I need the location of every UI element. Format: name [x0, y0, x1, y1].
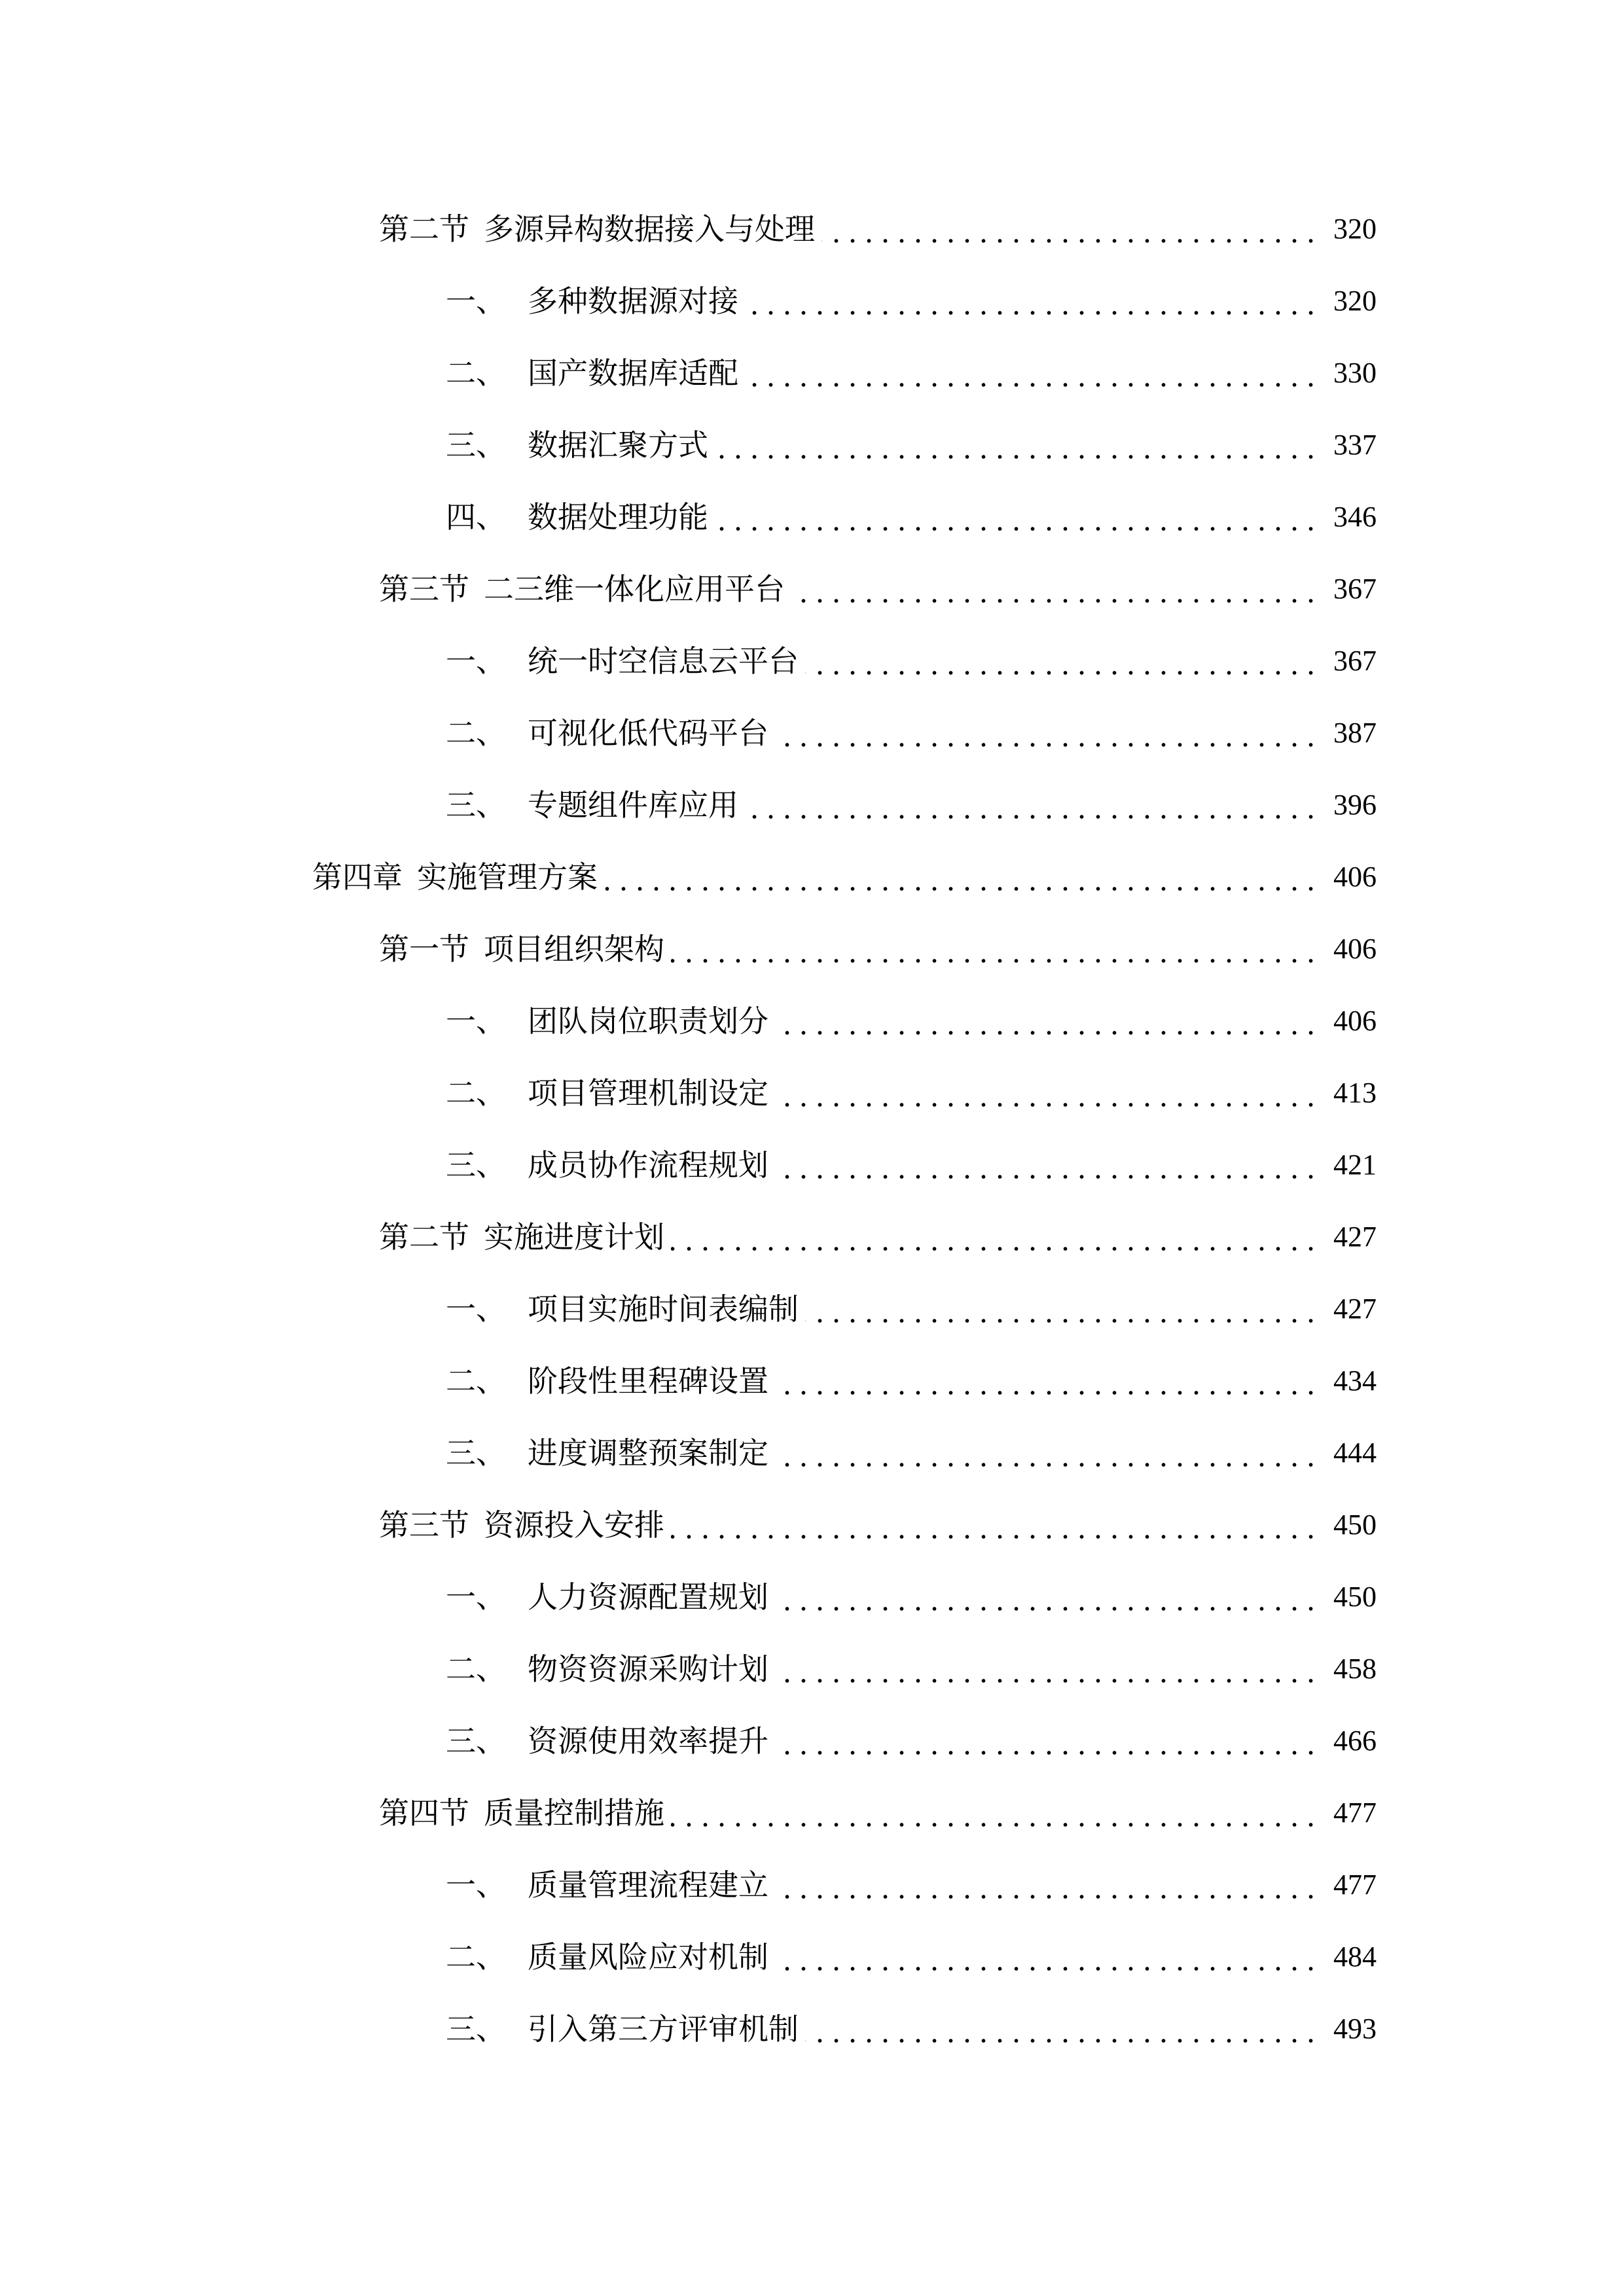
toc-entry-subsection[interactable] — [0, 985, 1624, 1057]
dot-leader — [745, 337, 1319, 409]
toc-entry-title: 可视化低代码平台 — [528, 715, 768, 751]
toc-entry-title: 项目组织架构 — [484, 931, 664, 967]
toc-entry-title: 引入第三方评审机制 — [528, 2011, 799, 2047]
toc-entry-number: 三、 — [446, 787, 506, 823]
toc-entry-number: 二、 — [446, 1939, 506, 1975]
toc-entry-title: 物资资源采购计划 — [528, 1651, 768, 1687]
dot-leader — [805, 625, 1319, 697]
toc-entry-subsection[interactable] — [0, 1561, 1624, 1633]
dot-leader — [715, 409, 1319, 481]
toc-entry-number: 三、 — [446, 1147, 506, 1183]
toc-entry-title: 质量风险应对机制 — [528, 1939, 768, 1975]
toc-entry-number: 四、 — [446, 499, 506, 535]
toc-entry-title: 阶段性里程碑设置 — [528, 1363, 768, 1399]
toc-entry-title: 资源投入安排 — [484, 1507, 664, 1543]
toc-entry-subsection[interactable] — [0, 1345, 1624, 1417]
toc-entry-page: 396 — [1333, 789, 1377, 821]
toc-entry-page: 337 — [1333, 429, 1377, 461]
toc-entry-page: 413 — [1333, 1077, 1377, 1109]
toc-entry-title: 数据汇聚方式 — [528, 427, 708, 463]
toc-entry-subsection[interactable] — [0, 1849, 1624, 1921]
dot-leader — [775, 1705, 1319, 1777]
toc-entry-title: 质量管理流程建立 — [528, 1867, 768, 1903]
toc-entry-number: 二、 — [446, 1075, 506, 1111]
dot-leader — [775, 1057, 1319, 1129]
toc-entry-page: 484 — [1333, 1941, 1377, 1973]
toc-entry-title: 项目管理机制设定 — [528, 1075, 768, 1111]
toc-entry-number: 第三节 — [379, 1507, 469, 1543]
toc-entry-number: 一、 — [446, 1579, 506, 1615]
toc-entry-page: 421 — [1333, 1149, 1377, 1181]
toc-entry-page: 458 — [1333, 1653, 1377, 1685]
toc-entry-number: 第三节 — [379, 571, 469, 607]
toc-entry-page: 427 — [1333, 1221, 1377, 1253]
toc-entry-title: 质量控制措施 — [484, 1795, 664, 1831]
toc-entry-number: 第四节 — [379, 1795, 469, 1831]
toc-entry-subsection[interactable] — [0, 1273, 1624, 1345]
toc-entry-page: 387 — [1333, 717, 1377, 749]
toc-entry-title: 多源异构数据接入与处理 — [484, 211, 815, 247]
toc-entry-number: 第二节 — [379, 1219, 469, 1255]
toc-entry-section[interactable] — [0, 913, 1624, 985]
toc-entry-page: 427 — [1333, 1293, 1377, 1325]
toc-entry-subsection[interactable] — [0, 337, 1624, 409]
toc-entry-page: 477 — [1333, 1797, 1377, 1829]
toc-entry-number: 一、 — [446, 1867, 506, 1903]
toc-entry-number: 二、 — [446, 1651, 506, 1687]
toc-entry-number: 一、 — [446, 1003, 506, 1039]
dot-leader — [775, 1921, 1319, 1993]
toc-entry-section[interactable] — [0, 1201, 1624, 1273]
dot-leader — [671, 1777, 1319, 1849]
toc-entry-page: 346 — [1333, 501, 1377, 533]
dot-leader — [775, 1345, 1319, 1417]
toc-entry-title: 成员协作流程规划 — [528, 1147, 768, 1183]
toc-entry-subsection[interactable] — [0, 1921, 1624, 1993]
toc-entry-chapter[interactable] — [0, 841, 1624, 913]
toc-entry-number: 三、 — [446, 1435, 506, 1471]
dot-leader — [805, 1993, 1319, 2065]
dot-leader — [775, 697, 1319, 769]
toc-entry-title: 实施进度计划 — [484, 1219, 664, 1255]
toc-entry-number: 三、 — [446, 1723, 506, 1759]
toc-entry-page: 406 — [1333, 861, 1377, 893]
toc-entry-subsection[interactable] — [0, 697, 1624, 769]
dot-leader — [775, 1633, 1319, 1705]
toc-entry-page: 320 — [1333, 213, 1377, 245]
dot-leader — [604, 841, 1319, 913]
toc-entry-subsection[interactable] — [0, 481, 1624, 553]
toc-entry-number: 第一节 — [379, 931, 469, 967]
toc-entry-number: 二、 — [446, 355, 506, 391]
toc-entry-page: 493 — [1333, 2013, 1377, 2045]
dot-leader — [821, 193, 1319, 265]
toc-entry-subsection[interactable] — [0, 1129, 1624, 1201]
dot-leader — [775, 985, 1319, 1057]
toc-entry-subsection[interactable] — [0, 1993, 1624, 2065]
toc-entry-subsection[interactable] — [0, 769, 1624, 841]
toc-entry-subsection[interactable] — [0, 1633, 1624, 1705]
dot-leader — [791, 553, 1319, 625]
toc-entry-number: 一、 — [446, 643, 506, 679]
toc-entry-title: 数据处理功能 — [528, 499, 708, 535]
toc-entry-subsection[interactable] — [0, 1417, 1624, 1489]
dot-leader — [671, 1201, 1319, 1273]
dot-leader — [805, 1273, 1319, 1345]
dot-leader — [775, 1129, 1319, 1201]
dot-leader — [775, 1561, 1319, 1633]
toc-entry-page: 330 — [1333, 357, 1377, 389]
toc-entry-title: 专题组件库应用 — [528, 787, 738, 823]
toc-entry-page: 406 — [1333, 933, 1377, 965]
toc-entry-page: 367 — [1333, 645, 1377, 677]
dot-leader — [775, 1417, 1319, 1489]
toc-entry-subsection[interactable] — [0, 1057, 1624, 1129]
toc-entry-page: 450 — [1333, 1581, 1377, 1613]
toc-entry-number: 二、 — [446, 715, 506, 751]
toc-entry-number: 二、 — [446, 1363, 506, 1399]
toc-entry-title: 二三维一体化应用平台 — [484, 571, 785, 607]
table-of-contents — [0, 193, 1624, 2065]
dot-leader — [671, 913, 1319, 985]
toc-entry-number: 一、 — [446, 1291, 506, 1327]
toc-entry-subsection[interactable] — [0, 265, 1624, 337]
toc-entry-number: 第四章 — [312, 859, 403, 895]
toc-entry-section[interactable] — [0, 1777, 1624, 1849]
toc-entry-page: 477 — [1333, 1869, 1377, 1901]
toc-entry-number: 三、 — [446, 2011, 506, 2047]
toc-entry-number: 三、 — [446, 427, 506, 463]
toc-entry-subsection[interactable] — [0, 625, 1624, 697]
toc-entry-page: 320 — [1333, 285, 1377, 317]
toc-entry-number: 一、 — [446, 283, 506, 319]
dot-leader — [671, 1489, 1319, 1561]
dot-leader — [745, 769, 1319, 841]
toc-entry-page: 367 — [1333, 573, 1377, 605]
toc-entry-page: 434 — [1333, 1365, 1377, 1397]
toc-entry-subsection[interactable] — [0, 1705, 1624, 1777]
toc-entry-title: 人力资源配置规划 — [528, 1579, 768, 1615]
toc-entry-number: 第二节 — [379, 211, 469, 247]
toc-entry-title: 项目实施时间表编制 — [528, 1291, 799, 1327]
dot-leader — [775, 1849, 1319, 1921]
toc-entry-page: 450 — [1333, 1509, 1377, 1541]
toc-entry-title: 资源使用效率提升 — [528, 1723, 768, 1759]
toc-entry-title: 国产数据库适配 — [528, 355, 738, 391]
toc-entry-title: 团队岗位职责划分 — [528, 1003, 768, 1039]
toc-entry-section[interactable] — [0, 553, 1624, 625]
toc-entry-title: 进度调整预案制定 — [528, 1435, 768, 1471]
dot-leader — [715, 481, 1319, 553]
toc-entry-page: 406 — [1333, 1005, 1377, 1037]
toc-entry-page: 444 — [1333, 1437, 1377, 1469]
toc-entry-subsection[interactable] — [0, 409, 1624, 481]
dot-leader — [745, 265, 1319, 337]
toc-entry-section[interactable] — [0, 1489, 1624, 1561]
toc-entry-page: 466 — [1333, 1725, 1377, 1757]
toc-entry-title: 多种数据源对接 — [528, 283, 738, 319]
toc-entry-title: 统一时空信息云平台 — [528, 643, 799, 679]
toc-entry-title: 实施管理方案 — [417, 859, 598, 895]
toc-entry-section[interactable] — [0, 193, 1624, 265]
